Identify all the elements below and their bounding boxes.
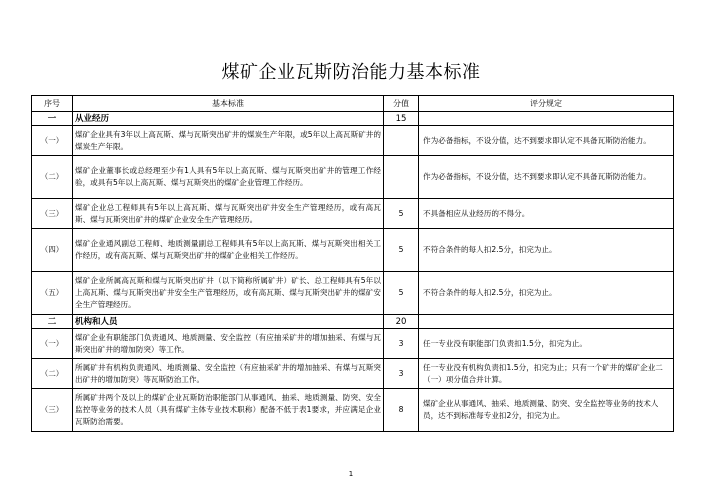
- row-number: （三）: [32, 199, 73, 229]
- row-score: 5: [384, 229, 419, 272]
- section-row: [32, 112, 674, 126]
- row-score: 8: [384, 389, 419, 432]
- header-score: 分值: [384, 96, 419, 112]
- section-title: 机构和人员: [73, 315, 384, 329]
- row-score: [384, 156, 419, 199]
- section-rule-cell: [419, 112, 674, 126]
- row-standard: 煤矿企业所属高瓦斯和煤与瓦斯突出矿井（以下简称所属矿井）矿长、总工程师具有5年以上高瓦斯、煤与瓦斯突出矿井安全生产管理经历，或有高瓦斯、煤与瓦斯突出矿井的煤矿安全生产管理经历。: [73, 272, 384, 315]
- row-standard: 煤矿企业通风副总工程师、地质测量副总工程师具有5年以上高瓦斯、煤与瓦斯突出相关工作经历，或有高瓦斯、煤与瓦斯突出矿井的煤矿企业相关工作经历。: [73, 229, 384, 272]
- table-row: [32, 272, 674, 315]
- row-standard: 煤矿企业总工程师具有5年以上高瓦斯、煤与瓦斯突出矿井安全生产管理经历，或有高瓦斯、煤与瓦斯突出矿井的煤矿企业安全生产管理经历。: [73, 199, 384, 229]
- row-score: [384, 126, 419, 156]
- row-rule: 不符合条件的每人扣2.5分，扣完为止。: [419, 229, 674, 272]
- row-rule: 作为必备指标，不设分值，达不到要求即认定不具备瓦斯防治能力。: [419, 156, 674, 199]
- row-standard: 所属矿井两个及以上的煤矿企业瓦斯防治职能部门从事通风、抽采、地质测量、防突、安全监控等业务的技术人员（具有煤矿主体专业技术职称）配备不低于表1要求，并应满足企业瓦斯防治需要。: [73, 389, 384, 432]
- row-number: （三）: [32, 389, 73, 432]
- standards-table: [31, 95, 674, 432]
- section-score: 20: [384, 315, 419, 329]
- table-row: [32, 126, 674, 156]
- row-rule: 不符合条件的每人扣2.5分，扣完为止。: [419, 272, 674, 315]
- section-number: 一: [32, 112, 73, 126]
- row-standard: 煤矿企业董事长或总经理至少有1人具有5年以上高瓦斯、煤与瓦斯突出矿井的管理工作经验，或具有5年以上高瓦斯、煤与瓦斯突出的煤矿企业管理工作经历。: [73, 156, 384, 199]
- row-number: （一）: [32, 329, 73, 359]
- row-score: 5: [384, 199, 419, 229]
- table-row: [32, 229, 674, 272]
- table-row: [32, 359, 674, 389]
- row-rule: 任一专业没有职能部门负责扣1.5分，扣完为止。: [419, 329, 674, 359]
- row-standard: 煤矿企业具有3年以上高瓦斯、煤与瓦斯突出矿井的煤炭生产年限，或5年以上高瓦斯矿井的煤炭生产年限。: [73, 126, 384, 156]
- row-number: （四）: [32, 229, 73, 272]
- row-rule: 不具备相应从业经历的不得分。: [419, 199, 674, 229]
- section-score: 15: [384, 112, 419, 126]
- section-number: 二: [32, 315, 73, 329]
- document-title: 煤矿企业瓦斯防治能力基本标准: [221, 62, 481, 83]
- table-row: [32, 199, 674, 229]
- row-rule: 任一专业没有机构负责扣1.5分，扣完为止；只有一个矿井的煤矿企业二（一）项分值合并计算。: [419, 359, 674, 389]
- row-score: 5: [384, 272, 419, 315]
- table-row: [32, 389, 674, 432]
- section-row: [32, 315, 674, 329]
- row-score: 3: [384, 329, 419, 359]
- table-row: [32, 329, 674, 359]
- row-number: （二）: [32, 359, 73, 389]
- header-standard: 基本标准: [73, 96, 384, 112]
- row-rule: 作为必备指标，不设分值，达不到要求即认定不具备瓦斯防治能力。: [419, 126, 674, 156]
- row-number: （一）: [32, 126, 73, 156]
- table-row: [32, 156, 674, 199]
- header-rule: 评分规定: [419, 96, 674, 112]
- section-title: 从业经历: [73, 112, 384, 126]
- header-no: 序号: [32, 96, 73, 112]
- row-standard: 所属矿井有机构负责通风、地质测量、安全监控（有应抽采矿井的增加抽采、有煤与瓦斯突出矿井的增加防突）等瓦斯防治工作。: [73, 359, 384, 389]
- row-rule: 煤矿企业从事通风、抽采、地质测量、防突、安全监控等业务的技术人员，达不到标准每专业扣2分，扣完为止。: [419, 389, 674, 432]
- row-standard: 煤矿企业有职能部门负责通风、地质测量、安全监控（有应抽采矿井的增加抽采、有煤与瓦斯突出矿井的增加防突）等工作。: [73, 329, 384, 359]
- row-number: （五）: [32, 272, 73, 315]
- row-score: 3: [384, 359, 419, 389]
- page-number: 1: [348, 470, 354, 478]
- table-header-row: [32, 96, 674, 112]
- row-number: （二）: [32, 156, 73, 199]
- section-rule-cell: [419, 315, 674, 329]
